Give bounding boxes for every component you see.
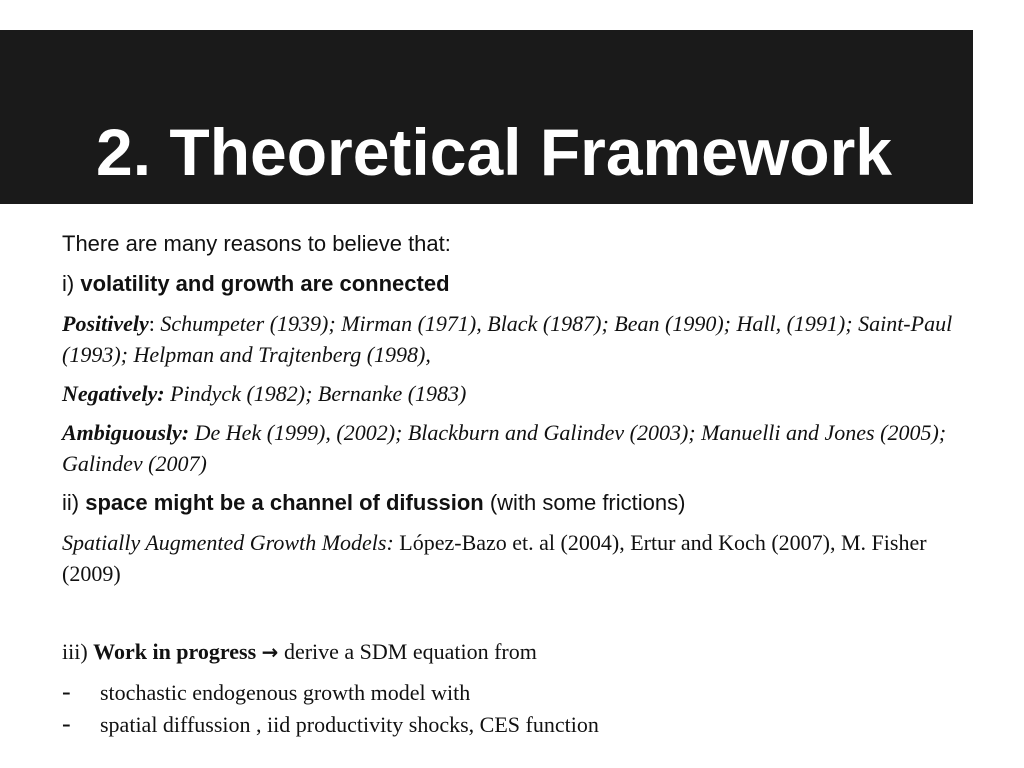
spatial-models-citations	[62, 527, 962, 589]
positively-citations	[62, 308, 962, 370]
dash-bullet: -	[62, 709, 71, 738]
intro-line: There are many reasons to believe that:	[62, 231, 451, 256]
point-1	[62, 268, 962, 300]
negatively-label: Negatively:	[62, 381, 165, 406]
point-2	[62, 487, 962, 519]
point-1-heading: volatility and growth are connected	[80, 271, 450, 296]
list-item	[62, 708, 962, 740]
positively-text: Schumpeter (1939); Mirman (1971), Black (1987); Bean (1990); Hall, (1991); Saint-Paul (1993); Helpman and Trajtenberg (1998),	[62, 311, 953, 367]
point-1-prefix: i)	[62, 271, 81, 296]
point-3-prefix: iii)	[62, 639, 94, 664]
list-item-text: stochastic endogenous growth model with	[100, 680, 471, 705]
negatively-citations	[62, 378, 962, 409]
point-2-suffix: (with some frictions)	[483, 490, 686, 515]
bullet-list	[62, 676, 962, 740]
positively-label: Positively	[62, 311, 149, 336]
point-2-heading: space might be a channel of difussion	[85, 490, 484, 515]
spatial-models-label: Spatially Augmented Growth Models:	[62, 530, 394, 555]
slide-content	[62, 228, 962, 740]
point-3-heading: Work in progress	[93, 639, 257, 664]
positively-separator: :	[148, 311, 161, 336]
slide-title: 2. Theoretical Framework	[96, 115, 892, 189]
list-item	[62, 676, 962, 708]
point-3-text: derive a SDM equation from	[278, 639, 537, 664]
spatial-models-text: López-Bazo et. al (2004), Ertur and Koch (2007), M. Fisher (2009)	[62, 530, 927, 586]
ambiguously-label: Ambiguously:	[62, 420, 190, 445]
dash-bullet: -	[62, 677, 71, 706]
ambiguously-text: De Hek (1999), (2002); Blackburn and Galindev (2003); Manuelli and Jones (2005); Galindev (2007)	[62, 420, 947, 476]
right-arrow-icon: →	[261, 640, 279, 664]
ambiguously-citations	[62, 417, 962, 479]
negatively-text: Pindyck (1982); Bernanke (1983)	[164, 381, 467, 406]
point-2-prefix: ii)	[62, 490, 86, 515]
list-item-text: spatial diffussion , iid productivity shocks, CES function	[100, 712, 599, 737]
point-3	[62, 636, 962, 668]
